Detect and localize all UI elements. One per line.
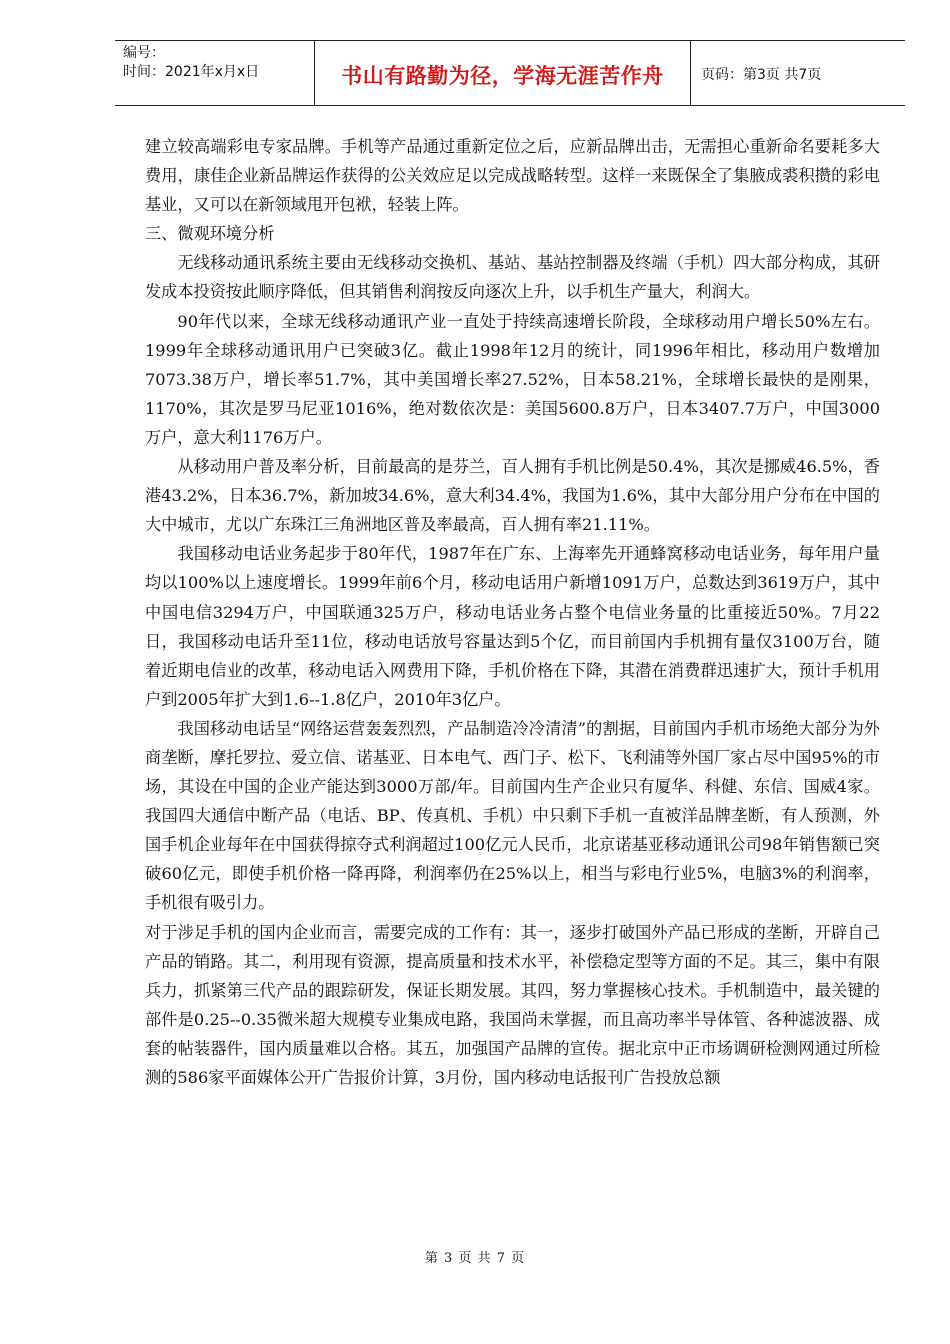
section-heading: 三、微观环境分析 <box>145 224 275 244</box>
header-page-number: 页码：第3页 共7页 <box>701 67 822 83</box>
document-number-label: 编号： <box>123 45 165 61</box>
document-time-label: 时间：2021年x月x日 <box>123 64 260 80</box>
header-meta-cell <box>115 41 315 105</box>
body-paragraph: 无线移动通讯系统主要由无线移动交换机、基站、基站控制器及终端（手机）四大部分构成，其研发成本投资按此顺序降低，但其销售利润按反向逐次上升，以手机生产量大，利润大。 <box>145 253 880 302</box>
page-footer: 第 3 页 共 7 页 <box>424 1251 526 1266</box>
body-paragraph: 从移动用户普及率分析，目前最高的是芬兰，百人拥有手机比例是50.4%，其次是挪威46.5%，香港43.2%，日本36.7%，新加坡34.6%，意大利34.4%，我国为1.6%，其中大部分用户分布在中国的大中城市，尤以广东珠江三角洲地区普及率最高，百人拥有率21.11%。 <box>145 457 880 535</box>
document-body <box>145 132 880 1092</box>
body-paragraph: 对于涉足手机的国内企业而言，需要完成的工作有：其一，逐步打破国外产品已形成的垄断，开辟自己产品的销路。其二，利用现有资源，提高质量和技术水平，补偿稳定型等方面的不足。其三，集中有限兵力，抓紧第三代产品的跟踪研发，保证长期发展。其四，努力掌握核心技术。手机制造中，最关键的部件是0.25--0.35微米超大规模专业集成电路，我国尚未掌握，而且高功率半导体管、各种滤波器、成套的帖装器件，国内质量难以合格。其五，加强国产品牌的宣传。据北京中正市场调研检测网通过所检测的586家平面媒体公开广告报价计算，3月份，国内移动电话报刊广告投放总额 <box>145 922 880 1087</box>
header-motto: 书山有路勤为径，学海无涯苦作舟 <box>315 41 691 105</box>
page-header <box>115 40 905 106</box>
body-paragraph: 90年代以来，全球无线移动通讯产业一直处于持续高速增长阶段，全球移动用户增长50%左右。1999年全球移动通讯用户已突破3亿。截止1998年12月的统计，同1996年相比，移动用户数增加7073.38万户，增长率51.7%，其中美国增长率27.52%，日本58.21%，全球增长最快的是刚果，1170%，其次是罗马尼亚1016%，绝对数依次是：美国5600.8万户，日本3407.7万户，中国3000万户，意大利1176万户。 <box>145 311 880 447</box>
body-paragraph: 建立较高端彩电专家品牌。手机等产品通过重新定位之后，应新品牌出击，无需担心重新命名要耗多大费用，康佳企业新品牌运作获得的公关效应足以完成战略转型。这样一来既保全了集腋成裘积攒的彩电基业，又可以在新领域甩开包袱，轻装上阵。 <box>145 137 880 215</box>
body-paragraph: 我国移动电话呈“网络运营轰轰烈烈，产品制造冷冷清清”的割据，目前国内手机市场绝大部分为外商垄断，摩托罗拉、爱立信、诺基亚、日本电气、西门子、松下、飞利浦等外国厂家占尽中国95%的市场，其设在中国的企业产能达到3000万部/年。目前国内生产企业只有厦华、科健、东信、国威4家。我国四大通信中断产品（电话、BP、传真机、手机）中只剩下手机一直被洋品牌垄断，有人预测，外国手机企业每年在中国获得掠夺式利润超过100亿元人民币，北京诺基亚移动通讯公司98年销售额已突破60亿元，即使手机价格一降再降，利润率仍在25%以上，相当与彩电行业5%，电脑3%的利润率，手机很有吸引力。 <box>145 718 880 913</box>
body-paragraph: 我国移动电话业务起步于80年代，1987年在广东、上海率先开通蜂窝移动电话业务，每年用户量均以100%以上速度增长。1999年前6个月，移动电话用户新增1091万户，总数达到3619万户，其中中国电信3294万户，中国联通325万户，移动电话业务占整个电信业务量的比重接近50%。7月22日，我国移动电话升至11位，移动电话放号容量达到5个亿，而目前国内手机拥有量仅3100万台，随着近期电信业的改革，移动电话入网费用下降，手机价格在下降，其潜在消费群迅速扩大，预计手机用户到2005年扩大到1.6--1.8亿户，2010年3亿户。 <box>145 544 880 709</box>
